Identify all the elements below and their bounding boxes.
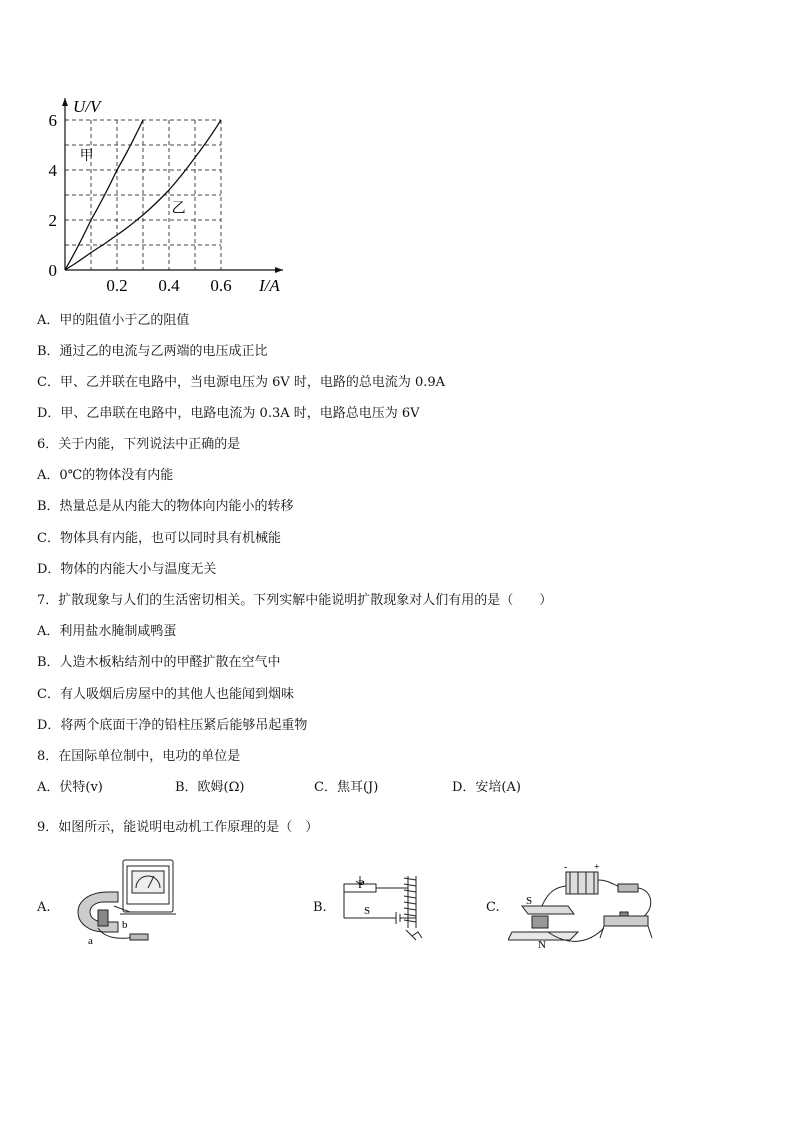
figure-b-electromagnet-illustration	[336, 868, 436, 942]
y-tick-label: 4	[48, 161, 57, 180]
y-tick-label: 6	[48, 111, 57, 130]
q8-stem: 8．在国际单位制中，电功的单位是	[37, 749, 241, 764]
y-axis-arrow	[62, 98, 68, 106]
q8-option-b: B．欧姆(Ω)	[175, 780, 245, 795]
figure-a-label-a: a	[88, 935, 93, 947]
figure-a-generator-illustration	[68, 858, 180, 948]
q5-option-b: B．通过乙的电流与乙两端的电压成正比	[37, 344, 268, 359]
figure-b-label-s: S	[364, 905, 371, 917]
q9-stem: 9．如图所示，能说明电动机工作原理的是（ ）	[37, 820, 319, 835]
q8-option-a: A．伏特(v)	[37, 780, 103, 795]
x-tick-label: 0.4	[158, 276, 180, 295]
x-axis-label: I/A	[259, 276, 280, 295]
q6-option-d: D．物体的内能大小与温度无关	[37, 562, 217, 577]
q8-option-d: D．安培(A)	[452, 780, 521, 795]
figure-c-label-plus: +	[594, 862, 600, 873]
q5-option-c: C．甲、乙并联在电路中，当电源电压为 6V 时，电路的总电流为 0.9A	[37, 375, 446, 390]
q7-option-b: B．人造木板粘结剂中的甲醛扩散在空气中	[37, 655, 281, 670]
q6-option-c: C．物体具有内能，也可以同时具有机械能	[37, 531, 281, 546]
figure-c-label-n: N	[538, 939, 546, 950]
chart-grid	[65, 120, 221, 270]
ui-graph	[0, 80, 320, 295]
q5-option-a: A．甲的阻值小于乙的阻值	[37, 313, 190, 328]
y-tick-label: 0	[48, 261, 57, 280]
q7-option-d: D．将两个底面干净的铅柱压紧后能够吊起重物	[37, 718, 308, 733]
y-axis-label: U/V	[73, 97, 101, 116]
q5-option-d: D．甲、乙串联在电路中，电路电流为 0.3A 时，电路总电压为 6V	[37, 406, 420, 421]
figure-c-label-minus: -	[564, 862, 568, 873]
series-label-jia: 甲	[79, 149, 94, 164]
x-axis-arrow	[275, 267, 283, 273]
q6-option-a: A．0℃的物体没有内能	[37, 468, 174, 483]
q7-option-a: A．利用盐水腌制咸鸭蛋	[37, 624, 177, 639]
q8-option-c: C．焦耳(J)	[314, 780, 379, 795]
q6-option-b: B．热量总是从内能大的物体向内能小的转移	[37, 499, 294, 514]
q7-option-c: C．有人吸烟后房屋中的其他人也能闻到烟味	[37, 687, 294, 702]
figure-b-label-p: P	[358, 877, 365, 891]
series-label-yi: 乙	[171, 201, 186, 217]
y-tick-label: 2	[48, 211, 57, 230]
x-tick-label: 0.6	[210, 276, 232, 295]
figure-c-label-s: S	[526, 895, 533, 907]
x-tick-label: 0.2	[106, 276, 128, 295]
figure-c-motor-illustration	[508, 862, 660, 950]
q6-stem: 6．关于内能，下列说法中正确的是	[37, 437, 241, 452]
q9-label-a: A.	[37, 900, 51, 915]
chart-labels	[49, 97, 281, 295]
q7-stem: 7．扩散现象与人们的生活密切相关。下列实解中能说明扩散现象对人们有用的是（ ）	[37, 593, 553, 608]
figure-a-label-b: b	[122, 919, 128, 931]
q9-label-b: B.	[313, 900, 327, 915]
q9-label-c: C.	[486, 900, 500, 915]
